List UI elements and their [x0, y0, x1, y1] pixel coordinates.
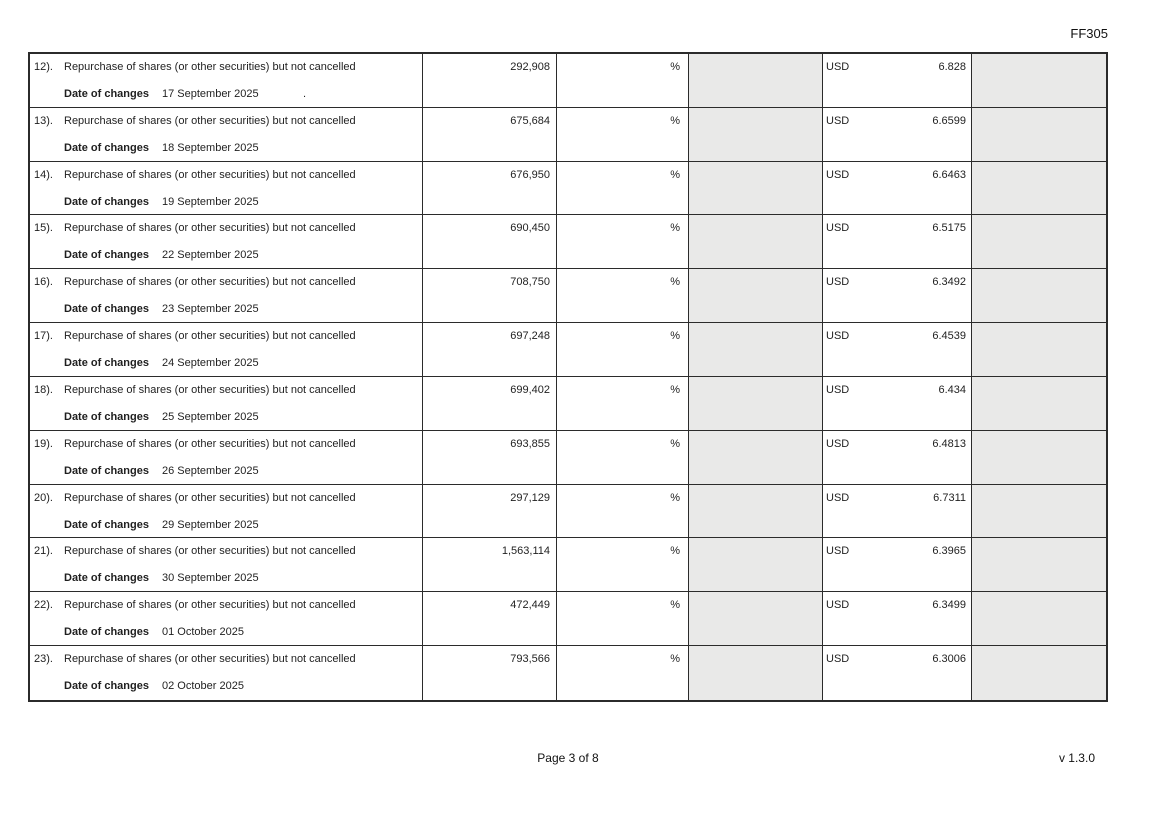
exchange-rate-value: 6.6599 — [932, 114, 966, 127]
table-cell-description — [30, 592, 423, 646]
currency-label: USD — [826, 61, 850, 73]
shares-value: 697,248 — [510, 330, 550, 343]
date-of-changes-value: 26 September 2025 — [162, 464, 259, 477]
table-cell-shaded-empty — [972, 269, 1106, 323]
shares-value: 292,908 — [510, 61, 550, 73]
table-cell-description — [30, 162, 423, 216]
percent-symbol: % — [670, 599, 680, 612]
shares-value: 793,566 — [510, 653, 550, 666]
table-cell-percent — [557, 377, 689, 431]
exchange-rate-value: 6.4539 — [932, 330, 966, 343]
exchange-rate-value: 6.5175 — [932, 222, 966, 235]
table-cell-currency-rate — [823, 323, 972, 377]
table-cell-currency-rate — [823, 538, 972, 592]
table-cell-currency-rate — [823, 377, 972, 431]
percent-symbol: % — [670, 545, 680, 558]
table-cell-shaded-empty — [689, 108, 823, 162]
date-of-changes-value: 24 September 2025 — [162, 357, 259, 370]
table-cell-description — [30, 377, 423, 431]
row-description: Repurchase of shares (or other securities) but not cancelled — [64, 599, 356, 612]
date-of-changes-value: 02 October 2025 — [162, 680, 244, 693]
row-description: Repurchase of shares (or other securities) but not cancelled — [64, 168, 356, 181]
table-cell-shaded-empty — [689, 162, 823, 216]
row-description: Repurchase of shares (or other securities) but not cancelled — [64, 383, 356, 396]
table-cell-percent — [557, 269, 689, 323]
percent-symbol: % — [670, 491, 680, 504]
table-cell-percent — [557, 54, 689, 108]
percent-symbol: % — [670, 168, 680, 181]
table-cell-description — [30, 323, 423, 377]
table-cell-currency-rate — [823, 215, 972, 269]
table-cell-percent — [557, 538, 689, 592]
table-cell-shares-value — [423, 592, 557, 646]
table-cell-percent — [557, 215, 689, 269]
table-cell-shares-value — [423, 646, 557, 700]
table-cell-currency-rate — [823, 485, 972, 539]
currency-label: USD — [826, 330, 850, 343]
table-cell-percent — [557, 485, 689, 539]
date-of-changes-label: Date of changes — [64, 518, 149, 531]
row-description: Repurchase of shares (or other securities) but not cancelled — [64, 653, 356, 666]
shares-value: 1,563,114 — [501, 545, 550, 558]
row-number: 19). — [34, 437, 53, 450]
percent-symbol: % — [670, 61, 680, 73]
date-of-changes-value: 18 September 2025 — [162, 141, 259, 154]
exchange-rate-value: 6.3965 — [932, 545, 966, 558]
currency-label: USD — [826, 653, 850, 666]
table-cell-shaded-empty — [972, 54, 1106, 108]
table-cell-description — [30, 431, 423, 485]
percent-symbol: % — [670, 437, 680, 450]
shares-value: 675,684 — [510, 114, 550, 127]
exchange-rate-value: 6.434 — [938, 383, 966, 396]
row-number: 23). — [34, 653, 53, 666]
table-cell-shaded-empty — [972, 215, 1106, 269]
table-cell-currency-rate — [823, 162, 972, 216]
table-cell-shares-value — [423, 162, 557, 216]
percent-symbol: % — [670, 383, 680, 396]
date-of-changes-label: Date of changes — [64, 680, 149, 693]
table-cell-shares-value — [423, 377, 557, 431]
table-cell-description — [30, 485, 423, 539]
form-code-label: FF305 — [1070, 26, 1108, 41]
date-of-changes-value: 01 October 2025 — [162, 626, 244, 639]
shares-value: 676,950 — [510, 168, 550, 181]
date-of-changes-value: 22 September 2025 — [162, 249, 259, 262]
table-cell-shaded-empty — [972, 377, 1106, 431]
table-cell-shaded-empty — [972, 108, 1106, 162]
row-description: Repurchase of shares (or other securities) but not cancelled — [64, 222, 356, 235]
table-cell-shares-value — [423, 269, 557, 323]
table-cell-currency-rate — [823, 54, 972, 108]
exchange-rate-value: 6.828 — [938, 61, 966, 73]
stray-dot: . — [303, 88, 307, 100]
currency-label: USD — [826, 599, 850, 612]
row-number: 18). — [34, 383, 53, 396]
table-cell-percent — [557, 108, 689, 162]
row-number: 14). — [34, 168, 53, 181]
table-cell-shaded-empty — [972, 162, 1106, 216]
table-cell-description — [30, 269, 423, 323]
exchange-rate-value: 6.7311 — [933, 491, 966, 504]
date-of-changes-value: 19 September 2025 — [162, 195, 259, 208]
table-cell-shares-value — [423, 431, 557, 485]
currency-label: USD — [826, 545, 850, 558]
row-description: Repurchase of shares (or other securities) but not cancelled — [64, 545, 356, 558]
table-cell-shaded-empty — [689, 377, 823, 431]
currency-label: USD — [826, 276, 850, 289]
row-description: Repurchase of shares (or other securities) but not cancelled — [64, 114, 356, 127]
row-description: Repurchase of shares (or other securities) but not cancelled — [64, 491, 356, 504]
exchange-rate-value: 6.6463 — [932, 168, 966, 181]
table-cell-description — [30, 215, 423, 269]
row-description: Repurchase of shares (or other securities) but not cancelled — [64, 330, 356, 343]
currency-label: USD — [826, 491, 850, 504]
exchange-rate-value: 6.3006 — [932, 653, 966, 666]
date-of-changes-label: Date of changes — [64, 195, 149, 208]
date-of-changes-value: 23 September 2025 — [162, 303, 259, 316]
exchange-rate-value: 6.3492 — [932, 276, 966, 289]
table-cell-description — [30, 108, 423, 162]
percent-symbol: % — [670, 276, 680, 289]
currency-label: USD — [826, 222, 850, 235]
table-cell-shaded-empty — [972, 646, 1106, 700]
table-cell-shaded-empty — [689, 431, 823, 485]
row-number: 22). — [34, 599, 53, 612]
shares-value: 690,450 — [510, 222, 550, 235]
currency-label: USD — [826, 114, 850, 127]
date-of-changes-label: Date of changes — [64, 626, 149, 639]
date-of-changes-value: 29 September 2025 — [162, 518, 259, 531]
shares-value: 297,129 — [510, 491, 550, 504]
table-cell-percent — [557, 162, 689, 216]
table-cell-currency-rate — [823, 431, 972, 485]
row-number: 17). — [34, 330, 53, 343]
row-number: 15). — [34, 222, 53, 235]
date-of-changes-label: Date of changes — [64, 572, 149, 585]
table-cell-percent — [557, 592, 689, 646]
table-cell-shaded-empty — [689, 592, 823, 646]
table-cell-shaded-empty — [689, 269, 823, 323]
table-cell-currency-rate — [823, 108, 972, 162]
table-cell-shares-value — [423, 215, 557, 269]
table-cell-shaded-empty — [972, 323, 1106, 377]
percent-symbol: % — [670, 222, 680, 235]
table-cell-percent — [557, 431, 689, 485]
shares-value: 699,402 — [510, 383, 550, 396]
row-number: 13). — [34, 114, 53, 127]
table-cell-currency-rate — [823, 269, 972, 323]
table-cell-shaded-empty — [689, 215, 823, 269]
percent-symbol: % — [670, 114, 680, 127]
table-cell-shares-value — [423, 485, 557, 539]
table-cell-description — [30, 646, 423, 700]
table-cell-shares-value — [423, 323, 557, 377]
date-of-changes-label: Date of changes — [64, 410, 149, 423]
date-of-changes-value: 25 September 2025 — [162, 410, 259, 423]
row-number: 20). — [34, 491, 53, 504]
date-of-changes-label: Date of changes — [64, 464, 149, 477]
repurchase-table — [28, 52, 1108, 702]
page-indicator: Page 3 of 8 — [537, 751, 599, 765]
table-cell-shaded-empty — [689, 54, 823, 108]
row-description: Repurchase of shares (or other securities) but not cancelled — [64, 276, 356, 289]
table-cell-shaded-empty — [689, 646, 823, 700]
currency-label: USD — [826, 437, 850, 450]
percent-symbol: % — [670, 653, 680, 666]
table-cell-currency-rate — [823, 592, 972, 646]
shares-value: 472,449 — [510, 599, 550, 612]
shares-value: 693,855 — [510, 437, 550, 450]
table-cell-shaded-empty — [972, 592, 1106, 646]
row-number: 21). — [34, 545, 53, 558]
row-number: 12). — [34, 61, 53, 73]
table-cell-currency-rate — [823, 646, 972, 700]
percent-symbol: % — [670, 330, 680, 343]
date-of-changes-label: Date of changes — [64, 141, 149, 154]
date-of-changes-label: Date of changes — [64, 88, 149, 100]
date-of-changes-value: 17 September 2025 — [162, 88, 259, 100]
table-cell-shares-value — [423, 54, 557, 108]
row-number: 16). — [34, 276, 53, 289]
row-description: Repurchase of shares (or other securities) but not cancelled — [64, 61, 356, 73]
date-of-changes-value: 30 September 2025 — [162, 572, 259, 585]
table-cell-shaded-empty — [689, 323, 823, 377]
table-cell-shaded-empty — [972, 538, 1106, 592]
version-label: v 1.3.0 — [1058, 751, 1095, 765]
exchange-rate-value: 6.4813 — [932, 437, 966, 450]
shares-value: 708,750 — [510, 276, 550, 289]
table-cell-percent — [557, 646, 689, 700]
table-cell-description — [30, 54, 423, 108]
table-cell-shaded-empty — [689, 485, 823, 539]
table-cell-shaded-empty — [972, 431, 1106, 485]
table-cell-description — [30, 538, 423, 592]
table-cell-shaded-empty — [689, 538, 823, 592]
date-of-changes-label: Date of changes — [64, 303, 149, 316]
currency-label: USD — [826, 168, 850, 181]
date-of-changes-label: Date of changes — [64, 249, 149, 262]
row-description: Repurchase of shares (or other securities) but not cancelled — [64, 437, 356, 450]
table-cell-shares-value — [423, 108, 557, 162]
table-cell-shaded-empty — [972, 485, 1106, 539]
date-of-changes-label: Date of changes — [64, 357, 149, 370]
currency-label: USD — [826, 383, 850, 396]
table-cell-shares-value — [423, 538, 557, 592]
table-cell-percent — [557, 323, 689, 377]
exchange-rate-value: 6.3499 — [932, 599, 966, 612]
